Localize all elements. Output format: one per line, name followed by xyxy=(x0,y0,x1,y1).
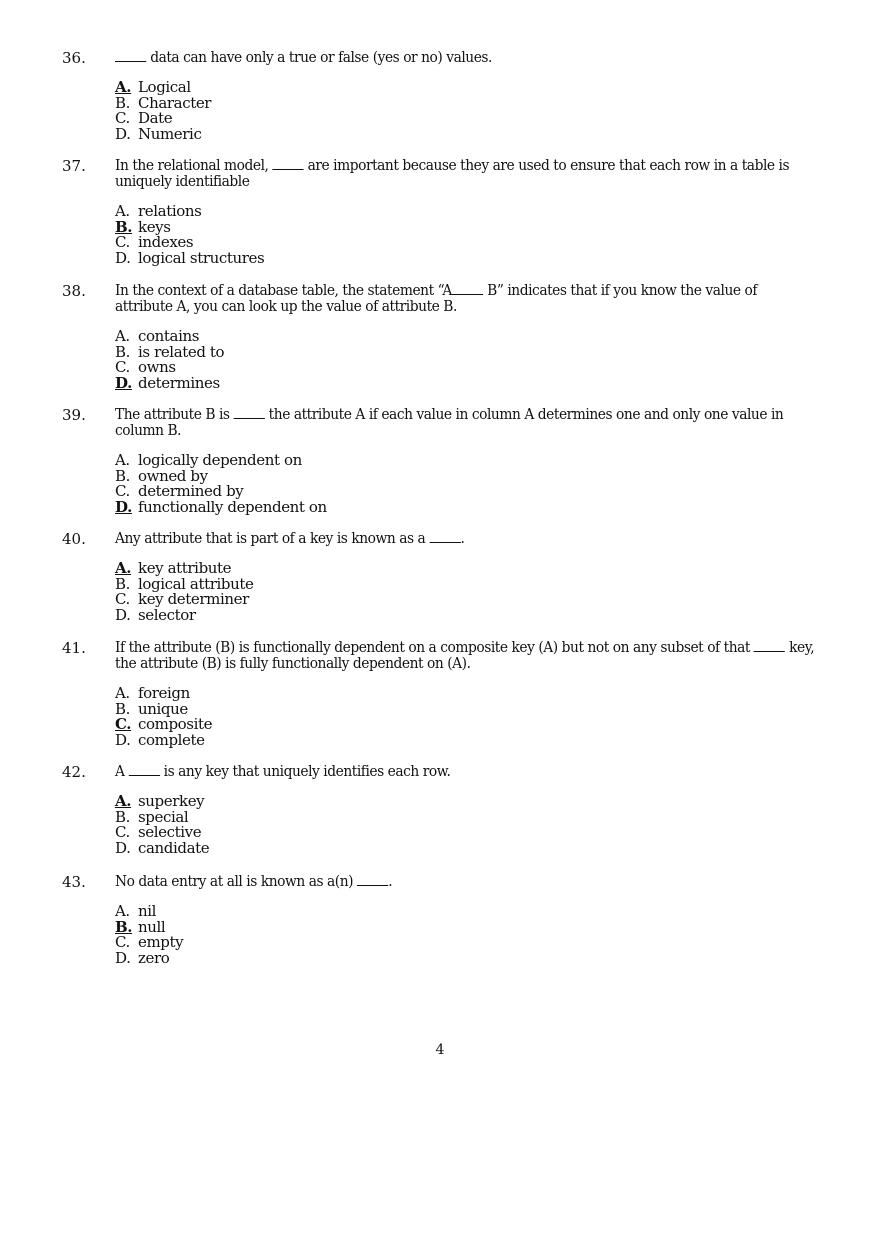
option-text: logical attribute xyxy=(138,574,254,593)
option-text: logical structures xyxy=(138,248,265,267)
option-letter: C. xyxy=(115,109,130,127)
option-text: nil xyxy=(138,902,157,920)
option-b xyxy=(115,917,822,936)
option-text: determines xyxy=(138,373,220,392)
option-text: zero xyxy=(138,948,170,967)
option-b xyxy=(115,93,822,112)
option-letter: D. xyxy=(115,838,131,857)
question-number: 43. xyxy=(62,873,86,891)
option-letter-correct: C. xyxy=(115,715,132,733)
option-text: selective xyxy=(138,823,202,841)
answer-options xyxy=(115,794,822,856)
answer-blank xyxy=(115,49,146,62)
question-number: 38. xyxy=(62,282,86,300)
option-text: candidate xyxy=(138,838,210,857)
option-a xyxy=(115,794,822,810)
question-text: If the attribute (B) is functionally dependent on a composite key (A) but not on any subset of that key, the attribute (B) is fully functionally dependent on (A). xyxy=(115,638,815,672)
option-d xyxy=(115,497,822,516)
option-d xyxy=(115,373,822,392)
answer-blank xyxy=(233,406,264,419)
option-text: is related to xyxy=(138,342,225,361)
option-text: selector xyxy=(138,605,196,624)
option-b xyxy=(115,217,822,236)
question-40 xyxy=(62,530,822,623)
option-c xyxy=(115,935,822,951)
option-d xyxy=(115,248,822,267)
question-text: In the context of a database table, the statement “A B” indicates that if you know the value of attribute A, you can look up the value of attribute B. xyxy=(115,281,758,315)
option-letter: B. xyxy=(115,807,130,826)
answer-blank xyxy=(754,639,785,652)
option-letter: A. xyxy=(115,684,130,702)
answer-blank xyxy=(452,282,483,295)
answer-options xyxy=(115,204,822,266)
option-letter: C. xyxy=(115,823,130,841)
option-text: null xyxy=(138,917,166,936)
option-text: relations xyxy=(138,202,202,220)
option-letter: D. xyxy=(115,248,131,267)
option-letter: C. xyxy=(115,482,130,500)
option-text: Character xyxy=(138,93,212,112)
option-text: composite xyxy=(138,715,213,733)
option-a xyxy=(115,904,822,920)
question-37 xyxy=(62,157,822,266)
option-text: empty xyxy=(138,933,184,951)
question-38 xyxy=(62,282,822,391)
question-text: In the relational model, are important because they are used to ensure that each row in a table is uniquely identifiable xyxy=(115,156,790,190)
question-43 xyxy=(62,873,822,966)
option-letter: D. xyxy=(115,605,131,624)
option-b xyxy=(115,699,822,718)
option-b xyxy=(115,342,822,361)
option-text: logically dependent on xyxy=(138,451,302,469)
option-letter: A. xyxy=(115,902,130,920)
option-letter: A. xyxy=(115,327,130,345)
question-41 xyxy=(62,639,822,748)
option-letter-correct: A. xyxy=(115,792,132,810)
option-b xyxy=(115,807,822,826)
question-number: 36. xyxy=(62,49,86,67)
question-text: The attribute B is the attribute A if each value in column A determines one and only one value in column B. xyxy=(115,405,784,439)
option-text: functionally dependent on xyxy=(138,497,327,516)
option-a xyxy=(115,204,822,220)
option-letter-correct: D. xyxy=(115,373,132,392)
option-text: indexes xyxy=(138,233,194,251)
answer-blank xyxy=(357,873,388,886)
option-text: Date xyxy=(138,109,173,127)
option-letter: D. xyxy=(115,948,131,967)
option-letter: C. xyxy=(115,233,130,251)
option-text: key attribute xyxy=(138,559,232,577)
question-42 xyxy=(62,763,822,856)
option-a xyxy=(115,80,822,96)
option-d xyxy=(115,124,822,143)
option-letter-correct: D. xyxy=(115,497,132,516)
question-number: 40. xyxy=(62,530,86,548)
question-number: 37. xyxy=(62,157,86,175)
option-letter: B. xyxy=(115,342,130,361)
answer-options xyxy=(115,453,822,515)
option-letter: C. xyxy=(115,933,130,951)
answer-blank xyxy=(429,530,460,543)
question-39 xyxy=(62,406,822,515)
option-c xyxy=(115,111,822,127)
option-letter: D. xyxy=(115,124,131,143)
option-text: superkey xyxy=(138,792,205,810)
option-text: owns xyxy=(138,358,176,376)
question-text: data can have only a true or false (yes or no) values. xyxy=(115,49,814,65)
answer-options xyxy=(115,904,822,966)
option-text: contains xyxy=(138,327,200,345)
option-letter-correct: A. xyxy=(115,78,132,96)
option-text: foreign xyxy=(138,684,190,702)
question-number: 42. xyxy=(62,763,86,781)
option-c xyxy=(115,360,822,376)
option-letter: D. xyxy=(115,730,131,749)
option-letter: A. xyxy=(115,202,130,220)
question-number: 39. xyxy=(62,406,86,424)
answer-options xyxy=(115,686,822,748)
option-letter: B. xyxy=(115,574,130,593)
option-a xyxy=(115,453,822,469)
option-letter: B. xyxy=(115,699,130,718)
option-text: keys xyxy=(138,217,171,236)
option-letter-correct: A. xyxy=(115,559,132,577)
option-c xyxy=(115,717,822,733)
option-text: key determiner xyxy=(138,590,249,608)
option-text: special xyxy=(138,807,189,826)
option-text: Numeric xyxy=(138,124,202,143)
option-text: determined by xyxy=(138,482,244,500)
answer-options xyxy=(115,80,822,142)
option-text: owned by xyxy=(138,466,208,485)
question-36 xyxy=(62,49,822,142)
option-d xyxy=(115,838,822,857)
option-text: unique xyxy=(138,699,188,718)
option-letter: B. xyxy=(115,93,130,112)
option-d xyxy=(115,730,822,749)
question-text: A is any key that uniquely identifies each row. xyxy=(115,762,451,780)
option-c xyxy=(115,592,822,608)
answer-options xyxy=(115,561,822,623)
option-c xyxy=(115,825,822,841)
page-number: 4 xyxy=(435,1042,445,1058)
option-text: Logical xyxy=(138,78,191,96)
option-a xyxy=(115,686,822,702)
option-letter: B. xyxy=(115,466,130,485)
option-d xyxy=(115,605,822,624)
option-letter-correct: B. xyxy=(115,917,133,936)
option-letter: C. xyxy=(115,358,130,376)
option-letter: A. xyxy=(115,451,130,469)
option-text: complete xyxy=(138,730,205,749)
question-text: Any attribute that is part of a key is known as a . xyxy=(115,529,465,547)
answer-blank xyxy=(272,157,303,170)
option-d xyxy=(115,948,822,967)
answer-options xyxy=(115,329,822,391)
option-letter-correct: B. xyxy=(115,217,133,236)
question-number: 41. xyxy=(62,639,86,657)
option-letter: C. xyxy=(115,590,130,608)
question-text: No data entry at all is known as a(n) . xyxy=(115,872,393,890)
answer-blank xyxy=(128,763,159,776)
